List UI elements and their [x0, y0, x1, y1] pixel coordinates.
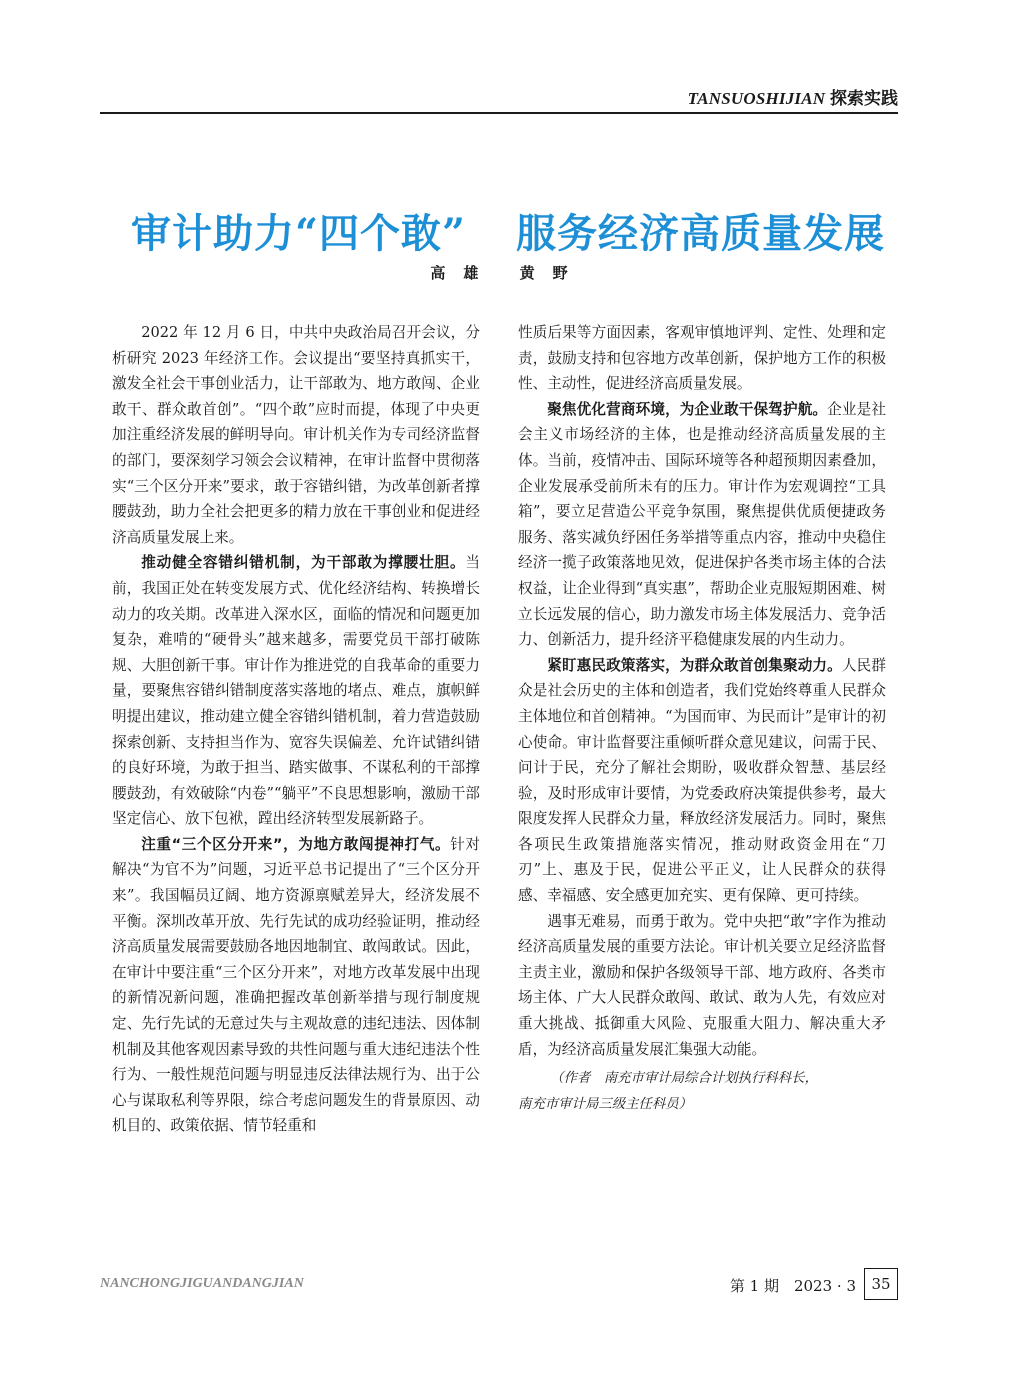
paragraph: [112, 832, 480, 1139]
paragraph-lead: 紧盯惠民政策落实，为群众敢首创集聚动力。: [547, 656, 842, 674]
left-column: [112, 320, 480, 1139]
right-column: [518, 320, 886, 1117]
paragraph: [518, 397, 886, 653]
paragraph-lead: 聚焦优化营商环境，为企业敢干保驾护航。: [547, 400, 828, 418]
running-header: [100, 78, 898, 114]
paragraph-text: 遇事无难易，而勇于敢为。党中央把“敢”字作为推动经济高质量发展的重要方法论。审计机关要立足经济监督主责主业，激励和保护各级领导干部、地方政府、各类市场主体、广大人民群众敢闯、敢试、敢为人先，有效应对重大挑战、抵御重大风险、克服重大阻力、解决重大矛盾，为经济高质量发展汇集强大动能。: [518, 912, 886, 1058]
section-label-cn: 探索实践: [830, 89, 898, 108]
article-title-part1: 审计助力“四个敢”: [130, 210, 466, 257]
section-label: [688, 84, 898, 109]
paragraph-continued: [518, 320, 886, 397]
author-byline-continued: 南充市审计局三级主任科员）: [518, 1096, 693, 1112]
paragraph-text: 企业是社会主义市场经济的主体，也是推动经济高质量发展的主体。当前，疫情冲击、国际环境等各种超预期因素叠加，企业发展承受前所未有的压力。审计作为宏观调控“工具箱”，要立足营造公平竞争氛围，聚焦提供优质便捷政务服务、落实减负纾困任务举措等重点内容，推动中央稳住经济一揽子政策落地见效，促进保护各类市场主体的合法权益，让企业得到“真实惠”，帮助企业克服短期困难、树立长远发展的信心，助力激发市场主体发展活力、竞争活力、创新活力，提升经济平稳健康发展的内生动力。: [518, 400, 886, 649]
article-title-part2: 服务经济高质量发展: [516, 210, 885, 257]
page-number: 35: [864, 1268, 898, 1300]
paragraph-lead: 推动健全容错纠错机制，为干部敢为撑腰壮胆。: [141, 554, 466, 572]
paragraph: [112, 550, 480, 832]
author-byline: （作者 南充市审计局综合计划执行科科长，: [550, 1071, 818, 1087]
running-footer: [100, 1266, 898, 1302]
article-title: [0, 202, 1016, 259]
paragraph-text: 2022 年 12 月 6 日，中共中央政治局召开会议，分析研究 2023 年经济工作。会议提出“要坚持真抓实干，激发全社会干事创业活力，让干部敢为、地方敢闯、企业敢干、群众敢首创”。“四个敢”应时而提，体现了中央更加注重经济发展的鲜明导向。审计机关作为专司经济监督的部门，要深刻学习领会会议精神，在审计监督中贯彻落实“三个区分开来”要求，敢于容错纠错，为改革创新者撑腰鼓劲，助力全社会把更多的精力放在干事创业和促进经济高质量发展上来。: [112, 324, 480, 546]
paragraph-lead: 注重“三个区分开来”，为地方敢闯提神打气。: [141, 835, 451, 853]
paragraph: [518, 653, 886, 909]
issue-info: 第 1 期 2023 · 3: [729, 1277, 856, 1295]
article-authors: 高雄 黄野: [430, 264, 586, 282]
paragraph-text: 当前，我国正处在转变发展方式、优化经济结构、转换增长动力的攻关期。改革进入深水区，面临的情况和问题更加复杂，难啃的“硬骨头”越来越多，需要党员干部打破陈规、大胆创新干事。审计作为推进党的自我革命的重要力量，要聚焦容错纠错制度落实落地的堵点、难点，旗帜鲜明提出建议，推动建立健全容错纠错机制，着力营造鼓励探索创新、支持担当作为、宽容失误偏差、允许试错纠错的良好环境，为敢于担当、踏实做事、不谋私利的干部撑腰鼓劲，有效破除“内卷”“躺平”不良思想影响，激励干部坚定信心、放下包袱，蹚出经济转型发展新路子。: [112, 554, 480, 828]
paragraph-text: 性质后果等方面因素，客观审慎地评判、定性、处理和定责，鼓励支持和包容地方改革创新，保护地方工作的积极性、主动性，促进经济高质量发展。: [518, 324, 886, 393]
journal-name: NANCHONGJIGUANDANGJIAN: [100, 1276, 304, 1291]
paragraph: [112, 320, 480, 550]
section-label-en: TANSUOSHIJIAN: [687, 89, 826, 108]
paragraph: [518, 909, 886, 1063]
paragraph-text: 针对解决“为官不为”问题，习近平总书记提出了“三个区分开来”。我国幅员辽阔、地方资源禀赋差异大，经济发展不平衡。深圳改革开放、先行先试的成功经验证明，推动经济高质量发展需要鼓励各地因地制宜、敢闯敢试。因此，在审计中要注重“三个区分开来”，对地方改革发展中出现的新情况新问题，准确把握改革创新举措与现行制度规定、先行先试的无意过失与主观故意的违纪违法、因体制机制及其他客观因素导致的共性问题与重大违纪违法个性行为、一般性规范问题与明显违反法律法规行为、出于公心与谋取私利等界限，综合考虑问题发生的背景原因、动机目的、政策依据、情节轻重和: [112, 835, 480, 1135]
paragraph-text: 人民群众是社会历史的主体和创造者，我们党始终尊重人民群众主体地位和首创精神。“为国而审、为民而计”是审计的初心使命。审计监督要注重倾听群众意见建议，问需于民、问计于民，充分了解社会期盼，吸收群众智慧、基层经验，及时形成审计要情，为党委政府决策提供参考，最大限度发挥人民群众力量，释放经济发展活力。同时，聚焦各项民生政策措施落实情况，推动财政资金用在“刀刃”上、惠及于民，促进公平正义，让人民群众的获得感、幸福感、安全感更加充实、更有保障、更可持续。: [518, 656, 886, 905]
